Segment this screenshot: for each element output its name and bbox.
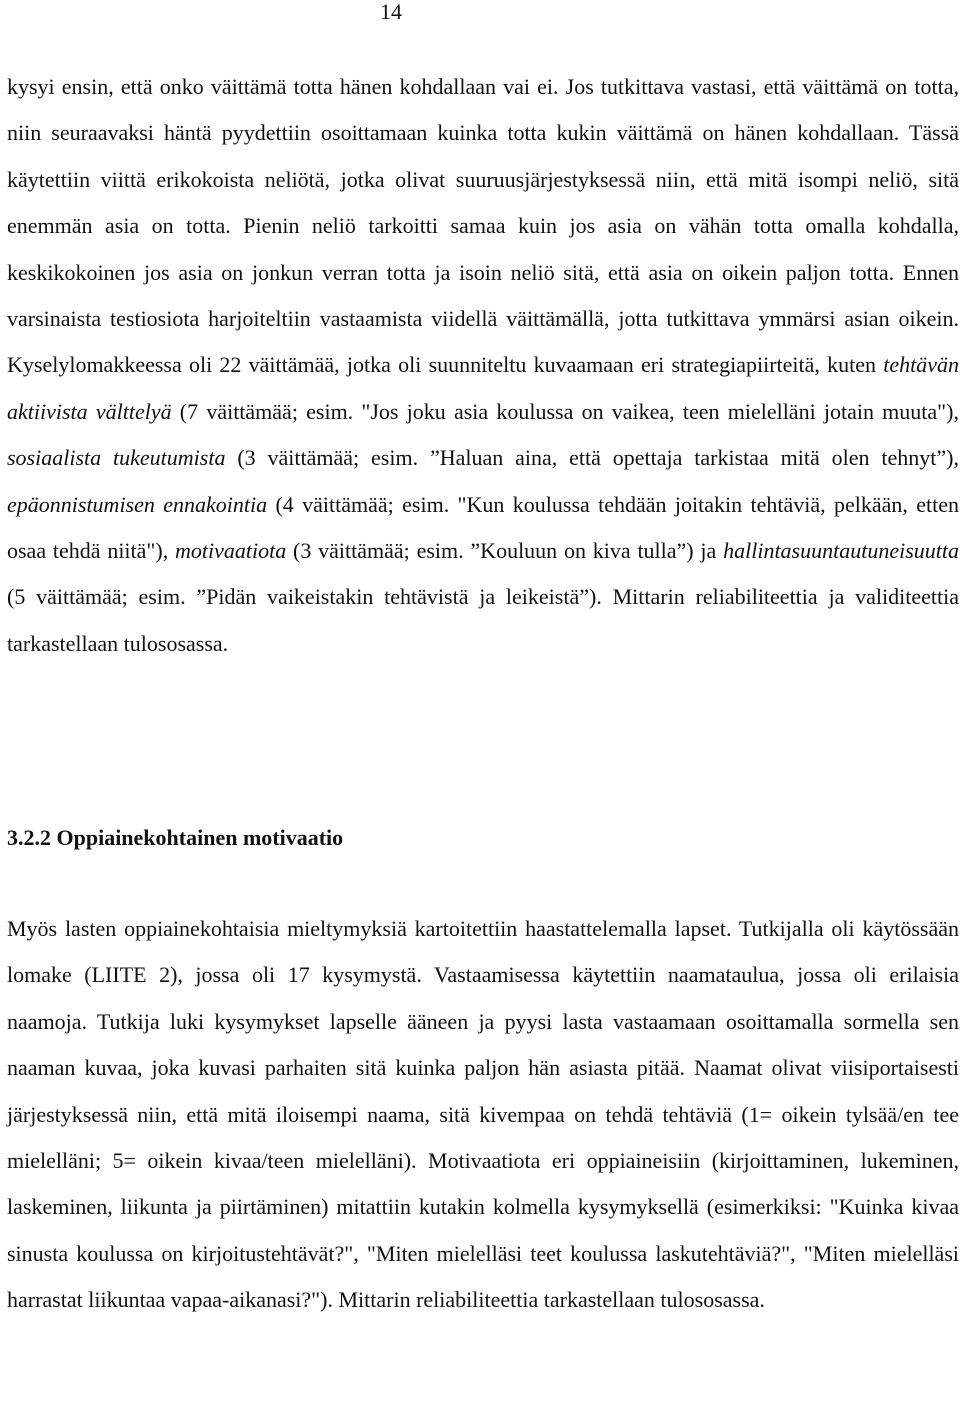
italic-term: motivaatiota xyxy=(175,538,287,564)
italic-term: tehtävän aktiivista välttelyä xyxy=(7,352,959,424)
paragraph-text: (7 väittämää; esim. "Jos joku asia koulussa on vaikea, teen mielelläni jotain muuta"), xyxy=(171,398,959,424)
section-heading: 3.2.2 Oppiainekohtainen motivaatio xyxy=(7,825,344,850)
italic-term: epäonnistumisen ennakointia xyxy=(7,491,268,517)
paragraph-text: (3 väittämää; esim. ”Kouluun on kiva tulla”) ja xyxy=(286,538,724,564)
italic-term: hallintasuuntautuneisuutta xyxy=(723,538,960,564)
paragraph-text: (5 väittämää; esim. ”Pidän vaikeistakin tehtävistä ja leikeistä”). Mittarin reliabiliteettia ja validiteettia tarkastellaan tulososassa. xyxy=(7,584,959,656)
page-number: 14 xyxy=(380,0,402,24)
body-paragraph xyxy=(7,64,959,667)
paragraph-text: kysyi ensin, että onko väittämä totta hänen kohdallaan vai ei. Jos tutkittava vastasi, että väittämä on totta, niin seuraavaksi häntä pyydettiin osoittamaan kuinka totta kukin väittämä on hänen kohdallaan. Tässä käytettiin viittä erikokoista neliötä, jotka olivat suuruusjärjestyksessä niin, että mitä isompi neliö, sitä enemmän asia on totta. Pienin neliö tarkoitti samaa kuin jos asia on vähän totta omalla kohdalla, keskikokoinen jos asia on jonkun verran totta ja isoin neliö sitä, että asia on oikein paljon totta. Ennen varsinaista testiosiota harjoiteltiin vastaamista viidellä väittämällä, jotta tutkittava ymmärsi asian oikein. Kyselylomakkeessa oli 22 väittämää, jotka oli suunniteltu kuvaamaan eri strategiapiirteitä, kuten xyxy=(7,74,959,378)
paragraph-text: (4 väittämää; esim. "Kun koulussa tehdään joitakin tehtäviä, pelkään, etten osaa tehdä niitä"), xyxy=(7,491,959,564)
body-paragraph-2: Myös lasten oppiainekohtaisia mieltymyksiä kartoitettiin haastattelemalla lapset. Tutkijalla oli käytössään lomake (LIITE 2), jossa oli 17 kysymystä. Vastaamisessa käytettiin naamataulua, jossa oli erilaisia naamoja. Tutkija luki kysymykset lapselle ääneen ja pyysi lasta vastaamaan osoittamalla sormella sen naaman kuvaa, joka kuvasi parhaiten sitä kuinka paljon hän asiasta pitää. Naamat olivat viisiportaisesti järjestyksessä niin, että mitä iloisempi naama, sitä kivempaa on tehdä tehtäviä (1= oikein tylsää/en tee mielelläni; 5= oikein kivaa/teen mielelläni). Motivaatiota eri oppiaineisiin (kirjoittaminen, lukeminen, laskeminen, liikunta ja piirtäminen) mitattiin kutakin kolmella kysymyksellä (esimerkiksi: "Kuinka kivaa sinusta koulussa on kirjoitustehtävät?", "Miten mielelläsi teet koulussa laskutehtäviä?", "Miten mielelläsi harrastat liikuntaa vapaa-aikanasi?"). Mittarin reliabiliteettia tarkastellaan tulososassa. xyxy=(7,916,959,1313)
italic-term: sosiaalista tukeutumista xyxy=(7,445,226,471)
paragraph-text: (3 väittämää; esim. ”Haluan aina, että opettaja tarkistaa mitä olen tehnyt”), xyxy=(225,445,960,471)
